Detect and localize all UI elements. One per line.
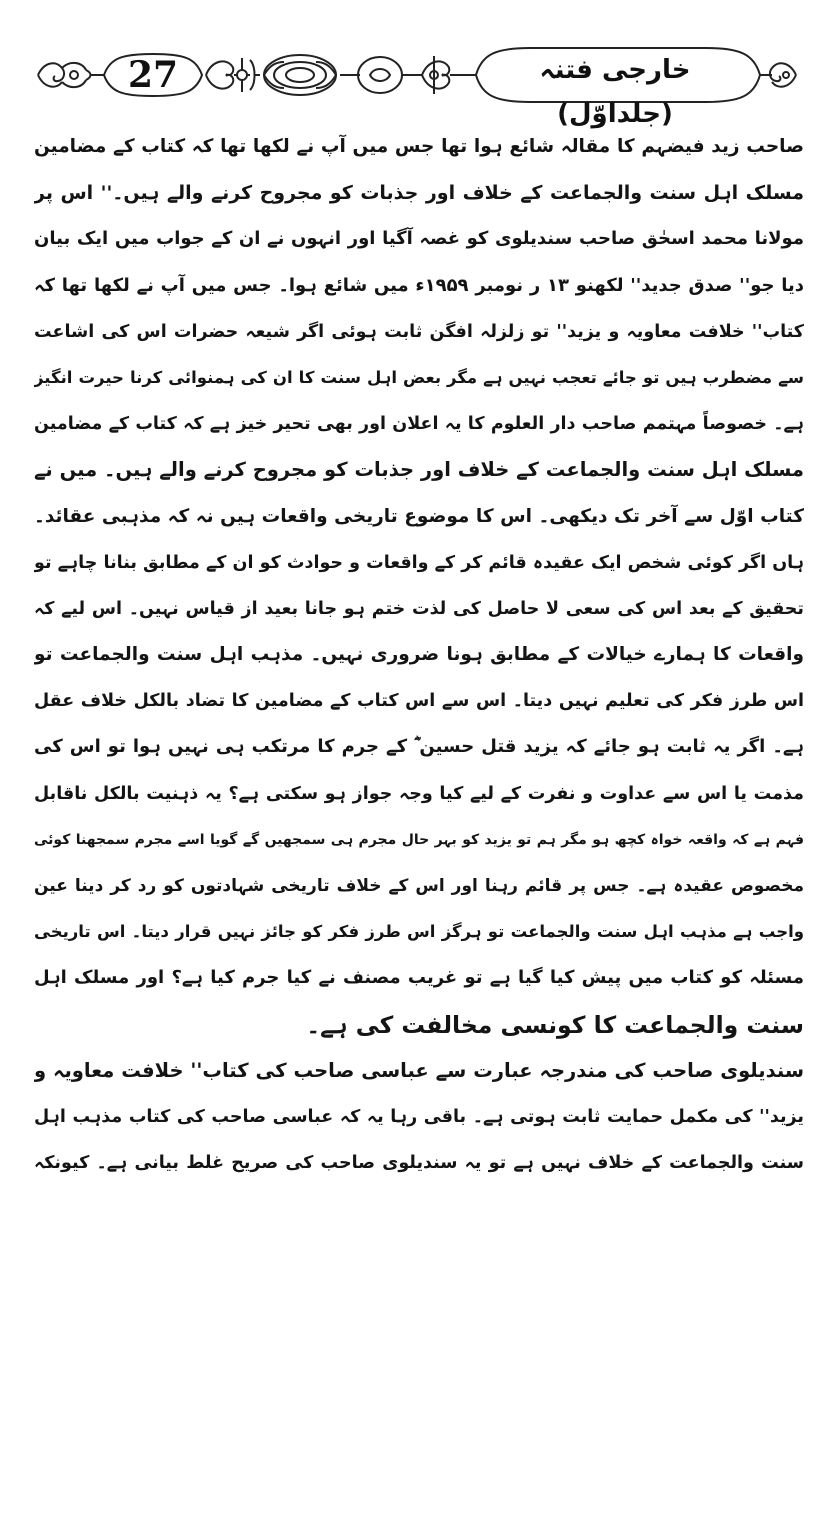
text-line: مخصوص عقیدہ ہے۔ جس پر قائم رہنا اور اس کے خلاف تاریخی شہادتوں کو رد کر دینا عین: [34, 876, 804, 896]
text-line: سندیلوی صاحب کی مندرجہ عبارت سے عباسی صاحب کی کتاب'' خلافت معاویہ و: [34, 1058, 804, 1082]
text-line: واقعات کا ہمارے خیالات کے مطابق ہونا ضروری نہیں۔ مذہب اہل سنت والجماعت تو: [34, 644, 804, 666]
book-title: خارجی فتنہ (جلداوّل): [539, 55, 691, 129]
text-line: فہم ہے کہ واقعہ خواہ کچھ ہو مگر ہم تو یزید کو بہر حال مجرم ہی سمجھیں گے گویا اسے مجرم سمجھنا کوئی: [34, 831, 804, 848]
text-line: واجب ہے مذہب اہل سنت والجماعت تو ہرگز اس طرز فکر کو جائز نہیں قرار دیتا۔ اس تاریخی: [34, 922, 804, 942]
text-line: صاحب زید فیضہم کا مقالہ شائع ہوا تھا جس میں آپ نے لکھا تھا کہ کتاب کے مضامین: [34, 136, 804, 157]
text-line: مسئلہ کو کتاب میں پیش کیا گیا ہے تو غریب مصنف نے کیا جرم کیا ہے؟ اور مسلک اہل: [34, 967, 804, 989]
text-line: ہے۔ اگر یہ ثابت ہو جائے کہ یزید قتل حسین ؓ کے جرم کا مرتکب ہی نہیں ہوا تو اس کی: [34, 736, 804, 758]
text-line: سنت والجماعت کے خلاف نہیں ہے تو یہ سندیلوی صاحب کی صریح غلط بیانی ہے۔ کیونکہ: [34, 1153, 804, 1174]
text-line: سے مضطرب ہیں تو جائے تعجب نہیں ہے مگر بعض اہل سنت کا ان کی ہمنوائی کرنا حیرت انگیز: [34, 367, 804, 387]
text-line: ہاں اگر کوئی شخص ایک عقیدہ قائم کر کے واقعات و حوادث کو ان کے مطابق بنانا چاہے تو: [34, 552, 804, 573]
text-line: تحقیق کے بعد اس کی سعی لا حاصل کی لذت ختم ہو جانا بعید از قیاس نہیں۔ اس لیے کہ: [34, 598, 804, 619]
text-line: کتاب'' خلافت معاویہ و یزید'' تو زلزلہ افگن ثابت ہوئی اگر شیعہ حضرات اس کی اشاعت: [34, 321, 804, 342]
body-text: [34, 124, 804, 1186]
text-line: کتاب اوّل سے آخر تک دیکھی۔ اس کا موضوع تاریخی واقعات ہیں نہ کہ مذہبی عقائد۔: [34, 505, 804, 527]
text-line: سنت والجماعت کا کونسی مخالفت کی ہے۔: [306, 1010, 804, 1039]
text-line: یزید'' کی مکمل حمایت ثابت ہوتی ہے۔ باقی رہا یہ کہ عباسی صاحب کی کتاب مذہب اہل: [34, 1106, 804, 1127]
text-line: مولانا محمد اسحٰق صاحب سندیلوی کو غصہ آگیا اور انہوں نے ان کے جواب میں ایک بیان: [34, 228, 804, 250]
text-line: مسلک اہل سنت والجماعت کے خلاف اور جذبات کو مجروح کرنے والے ہیں۔'' اس پر: [34, 182, 804, 205]
text-line: دیا جو'' صدق جدید'' لکھنو ۱۳ ر نومبر ۱۹۵۹ء میں شائع ہوا۔ جس میں آپ نے لکھا تھا کہ: [34, 274, 804, 296]
text-line: اس طرز فکر کی تعلیم نہیں دیتا۔ اس سے اس کتاب کے مضامین کا تضاد بالکل خلاف عقل: [34, 691, 804, 712]
page-number: 27: [127, 54, 179, 96]
text-line: مسلک اہل سنت والجماعت کے خلاف اور جذبات کو مجروح کرنے والے ہیں۔ میں نے: [34, 458, 804, 482]
text-line: مذمت یا اس سے عداوت و نفرت کے لیے کیا وجہ جواز ہو سکتی ہے؟ یہ ذہنیت بالکل ناقابل: [34, 783, 804, 804]
page-header: [30, 40, 804, 129]
text-line: ہے۔ خصوصاً مہتمم صاحب دار العلوم کا یہ اعلان اور بھی تحیر خیز ہے کہ کتاب کے مضامین: [34, 414, 804, 435]
